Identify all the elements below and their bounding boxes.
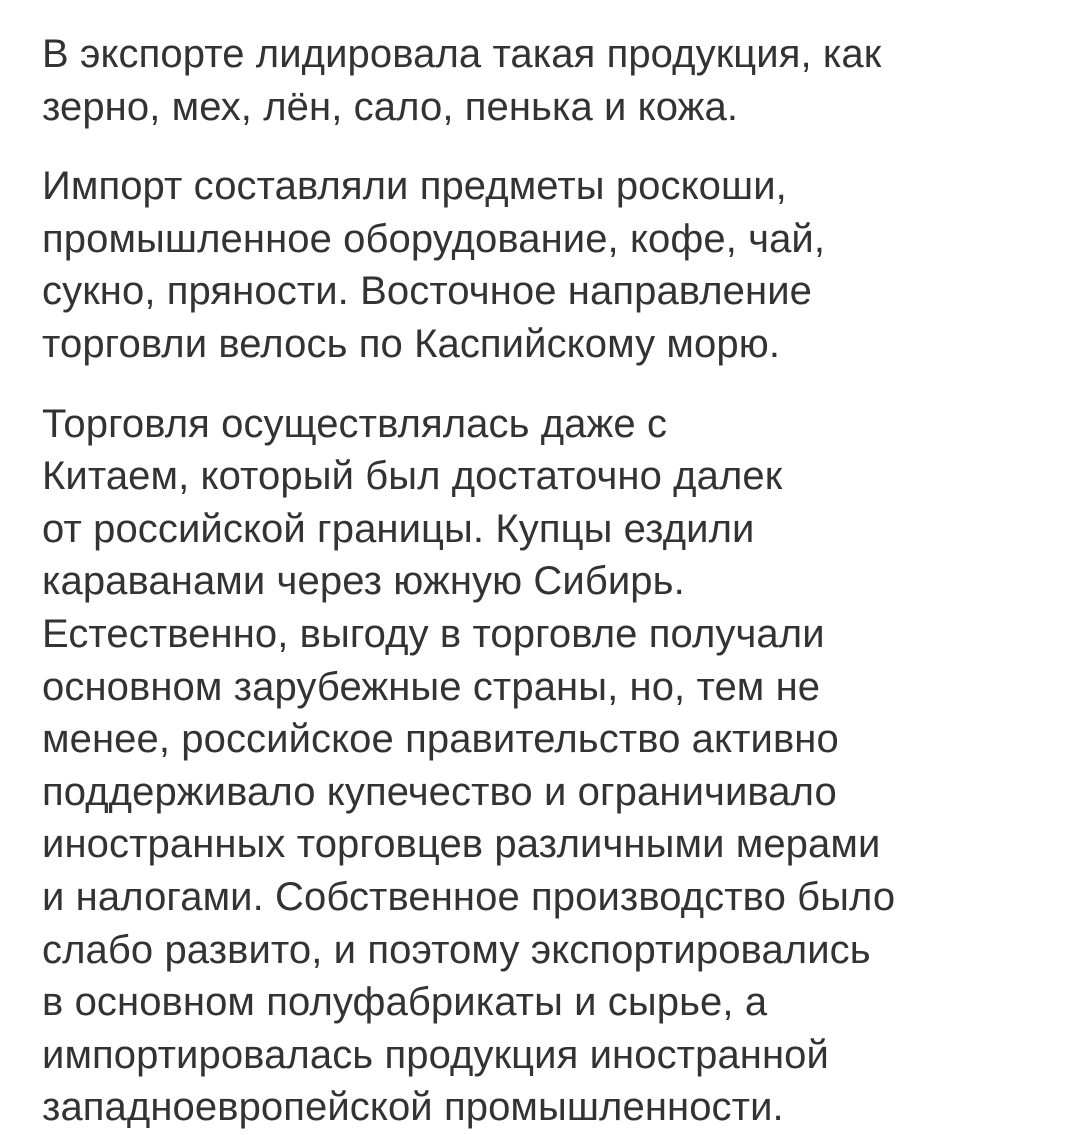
text-line: сукно, пряности. Восточное направление	[42, 269, 812, 314]
text-line: караванами через южную Сибирь.	[42, 559, 685, 604]
text-line: и налогами. Собственное производство было	[42, 874, 896, 919]
text-line: торговли велось по Каспийскому морю.	[42, 321, 781, 366]
text-line: менее, российское правительство активно	[42, 717, 839, 762]
text-line: зерно, мех, лён, сало, пенька и кожа.	[42, 84, 739, 129]
paragraph-china-trade	[42, 398, 1060, 1134]
paragraph-export	[42, 28, 1060, 133]
text-line: Импорт составляли предметы роскоши,	[42, 164, 787, 209]
text-line: иностранных торговцев различными мерами	[42, 822, 881, 867]
text-line: основном зарубежные страны, но, тем не	[42, 664, 821, 709]
text-line: Торговля осуществлялась даже с	[42, 401, 668, 446]
text-line: импортировалась продукция иностранной	[42, 1032, 829, 1077]
text-line: от российской границы. Купцы ездили	[42, 506, 755, 551]
text-line: Китаем, который был достаточно далек	[42, 454, 783, 499]
text-line: промышленное оборудование, кофе, чай,	[42, 216, 826, 261]
text-line: в основном полуфабрикаты и сырье, а	[42, 980, 768, 1025]
paragraph-import	[42, 160, 1060, 370]
text-line: поддерживало купечество и ограничивало	[42, 769, 837, 814]
text-line: западноевропейской промышленности.	[42, 1085, 784, 1130]
text-line: слабо развито, и поэтому экспортировались	[42, 927, 871, 972]
text-line: Естественно, выгоду в торговле получали	[42, 611, 825, 656]
text-line: В экспорте лидировала такая продукция, как	[42, 32, 882, 76]
